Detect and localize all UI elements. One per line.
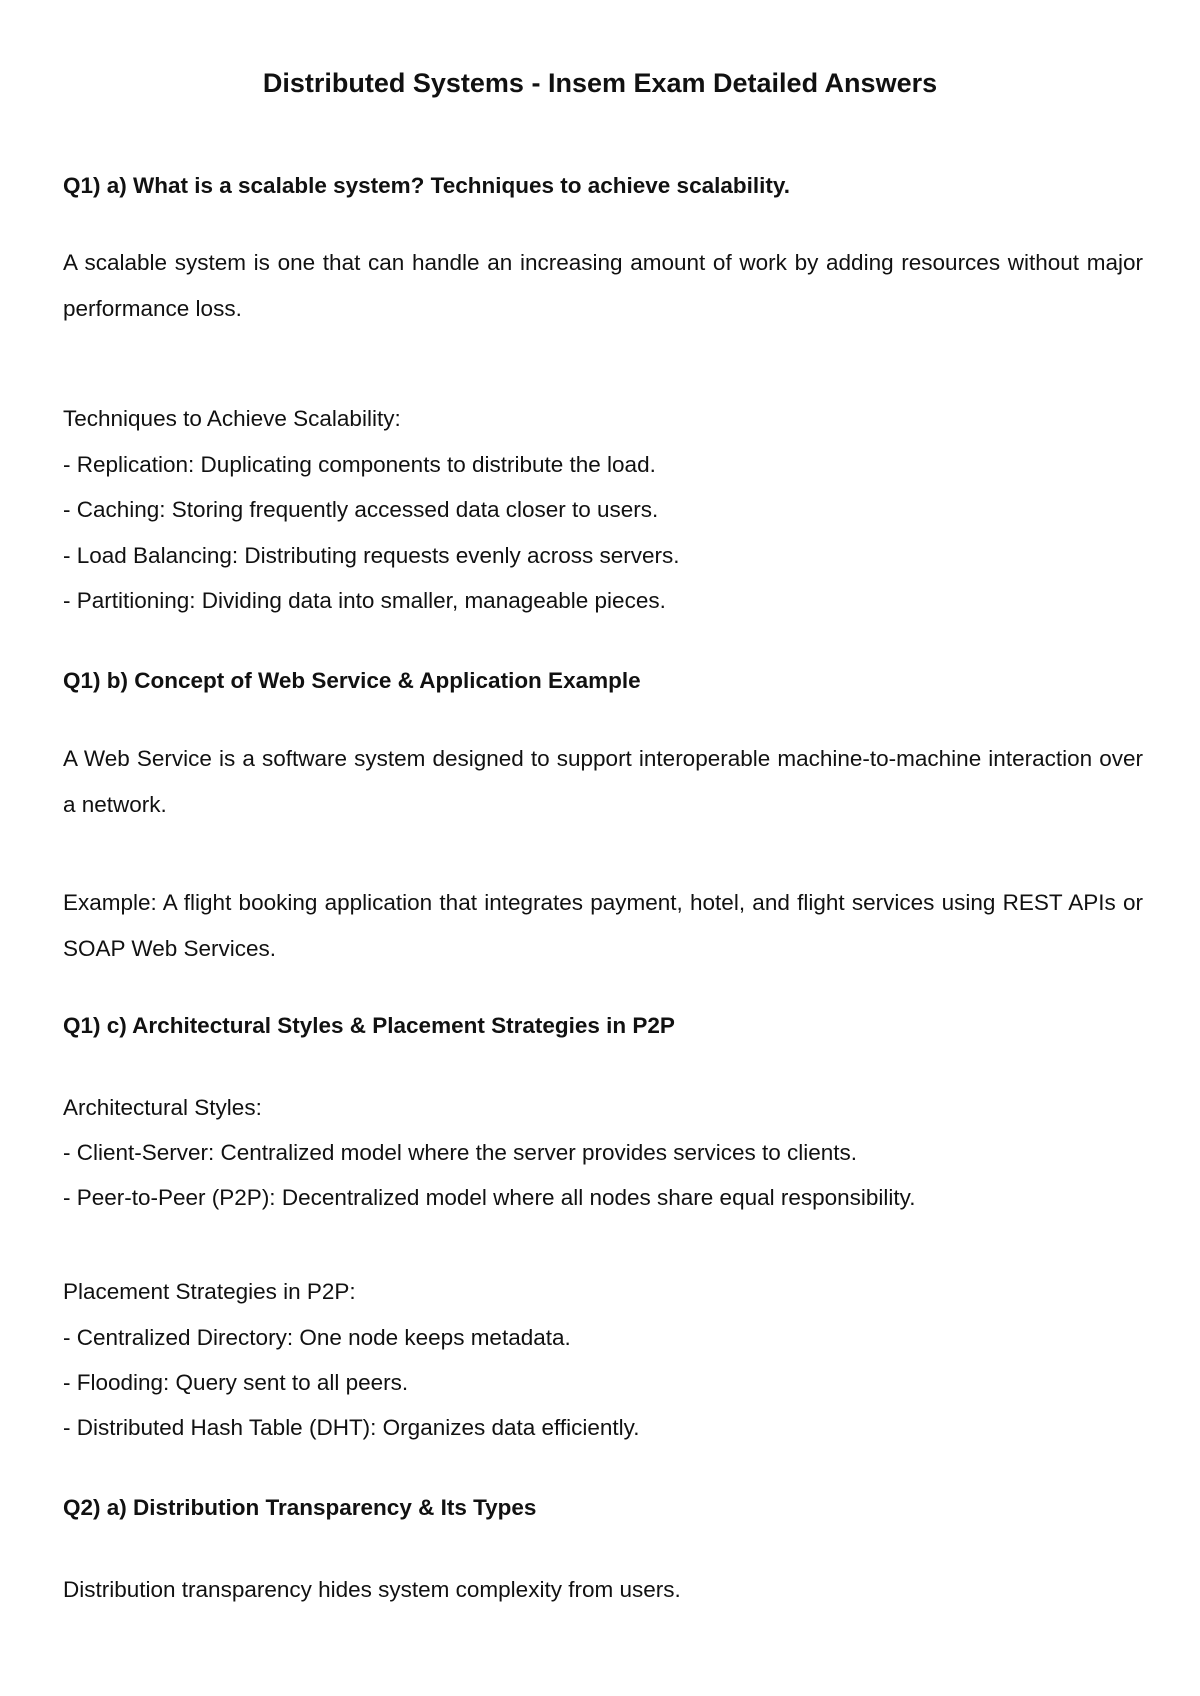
list-item: - Load Balancing: Distributing requests evenly across servers.	[63, 543, 680, 568]
list-item: - Replication: Duplicating components to distribute the load.	[63, 452, 656, 477]
list-item: - Partitioning: Dividing data into smaller, manageable pieces.	[63, 588, 666, 613]
q2a-definition: Distribution transparency hides system complexity from users.	[63, 1577, 681, 1602]
q1a-techniques-heading: Techniques to Achieve Scalability:	[63, 406, 401, 431]
q1b-heading: Q1) b) Concept of Web Service & Application Example	[63, 668, 641, 693]
q1a-definition: A scalable system is one that can handle an increasing amount of work by adding resources without major performance loss.	[63, 250, 1143, 321]
list-item: - Flooding: Query sent to all peers.	[63, 1370, 409, 1395]
q1c-styles-heading: Architectural Styles:	[63, 1095, 262, 1120]
list-item: - Distributed Hash Table (DHT): Organizes data efficiently.	[63, 1415, 640, 1440]
list-item: - Peer-to-Peer (P2P): Decentralized model where all nodes share equal responsibility.	[63, 1185, 916, 1210]
q1b-example: Example: A flight booking application that integrates payment, hotel, and flight services using REST APIs or SOAP Web Services.	[63, 890, 1143, 961]
q2a-heading: Q2) a) Distribution Transparency & Its Types	[63, 1495, 537, 1520]
q1b-definition: A Web Service is a software system designed to support interoperable machine-to-machine interaction over a network.	[63, 746, 1143, 817]
list-item: - Caching: Storing frequently accessed data closer to users.	[63, 497, 659, 522]
document-title: Distributed Systems - Insem Exam Detailed Answers	[262, 68, 938, 98]
q1c-heading: Q1) c) Architectural Styles & Placement Strategies in P2P	[63, 1013, 675, 1038]
list-item: - Centralized Directory: One node keeps metadata.	[63, 1325, 571, 1350]
q1c-placement-heading: Placement Strategies in P2P:	[63, 1279, 356, 1304]
q1a-heading: Q1) a) What is a scalable system? Techniques to achieve scalability.	[63, 173, 790, 198]
list-item: - Client-Server: Centralized model where the server provides services to clients.	[63, 1140, 858, 1165]
